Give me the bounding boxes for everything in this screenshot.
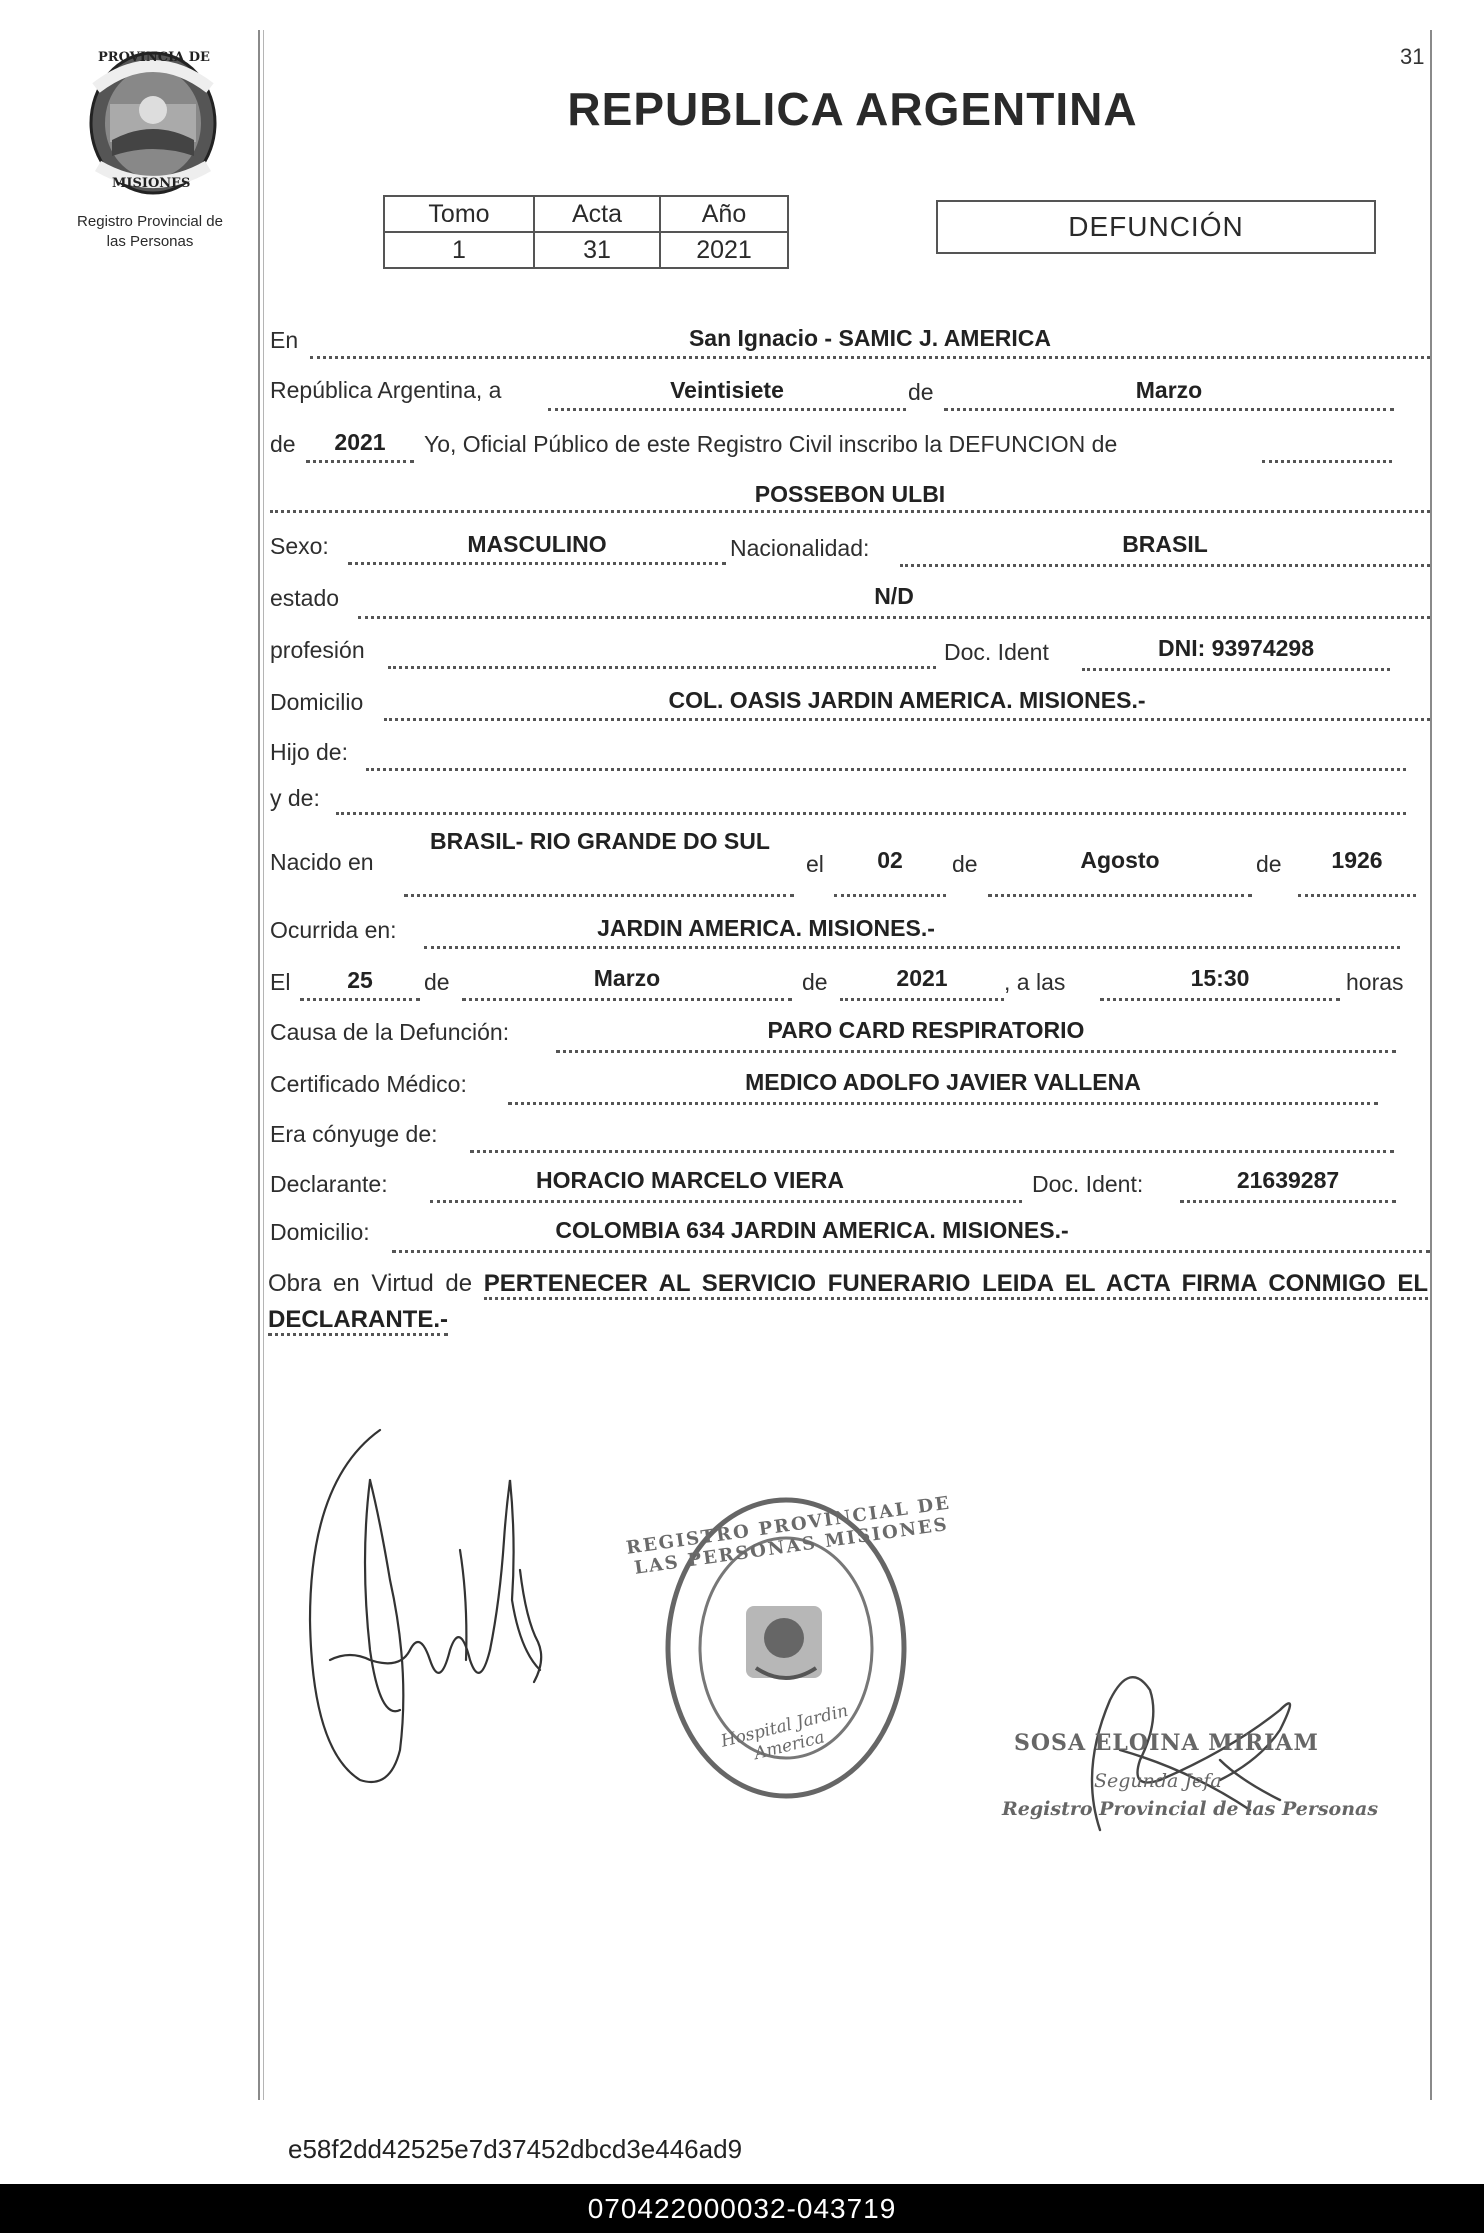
label-declarante: Declarante: <box>270 1171 388 1197</box>
label-de-birth-month: de <box>952 851 978 877</box>
dotline-birth-year <box>1298 894 1416 897</box>
dotline-death-time <box>1100 998 1340 1001</box>
label-doc-ident-declarante: Doc. Ident: <box>1032 1171 1144 1197</box>
dotline-conyuge <box>470 1150 1394 1153</box>
obra-en-virtud <box>268 1266 1428 1338</box>
field-doc-ident: DNI: 93974298 <box>1158 635 1314 661</box>
label-estado: estado <box>270 585 340 611</box>
dotline-doc-ident <box>1082 668 1390 671</box>
dotline-declarante <box>430 1200 1022 1203</box>
dotline-statement-end <box>1262 460 1392 463</box>
seal-outer-text: REGISTRO PROVINCIAL DE LAS PERSONAS MISIONES <box>624 1492 953 1579</box>
label-de-death-year: de <box>802 969 828 995</box>
page-number: 31 <box>1400 44 1425 69</box>
dotline-profesion <box>388 666 936 669</box>
field-ocurrida-en: JARDIN AMERICA. MISIONES.- <box>597 915 935 941</box>
label-nacionalidad: Nacionalidad: <box>730 535 870 561</box>
dotline-causa <box>556 1050 1396 1053</box>
field-place: San Ignacio - SAMIC J. AMERICA <box>688 325 1052 351</box>
right-margin-rule <box>1430 30 1432 2100</box>
field-day-words: Veintisiete <box>670 377 784 403</box>
label-conyuge: Era cónyuge de: <box>270 1121 438 1147</box>
label-sexo: Sexo: <box>270 533 329 559</box>
register-table <box>383 195 789 269</box>
field-estado: N/D <box>874 583 914 609</box>
seal-inner-text: Hospital Jardin America <box>718 1700 851 1765</box>
field-birth-month: Agosto <box>1080 847 1160 873</box>
dotline-domicilio-declarante <box>392 1250 1430 1253</box>
label-ocurrida-en: Ocurrida en: <box>270 917 397 943</box>
label-de-year: de <box>270 431 296 457</box>
field-nacido-en: BRASIL- RIO GRANDE DO SUL <box>430 828 770 854</box>
dotline-domicilio <box>384 718 1430 721</box>
dotline-ocurrida-en <box>424 946 1400 949</box>
dotline-place <box>310 356 1430 359</box>
field-year: 2021 <box>334 429 386 455</box>
label-domicilio: Domicilio <box>270 689 364 715</box>
label-el: el <box>806 851 824 877</box>
field-obra: PERTENECER AL SERVICIO FUNERARIO LEIDA EL ACTA FIRMA CONMIGO EL DECLARANTE.- <box>268 1270 1428 1336</box>
left-margin-rule <box>258 30 260 2100</box>
register-value-row <box>384 232 788 268</box>
label-el-cap: El <box>270 969 291 995</box>
label-obra: Obra en Virtud de <box>268 1270 473 1297</box>
field-month: Marzo <box>1135 377 1203 403</box>
field-domicilio: COL. OASIS JARDIN AMERICA. MISIONES.- <box>668 687 1146 713</box>
register-value-tomo: 1 <box>384 232 534 268</box>
document-hash: e58f2dd42525e7d37452dbcd3e446ad9 <box>288 2134 743 2164</box>
document-type-box: DEFUNCIÓN <box>936 200 1376 254</box>
logo-text-bottom: MISIONES <box>112 176 191 191</box>
label-a-las: , a las <box>1004 969 1066 995</box>
logo-caption-line2: las Personas <box>106 233 194 250</box>
register-value-ano: 2021 <box>660 232 788 268</box>
field-declarante-doc: 21639287 <box>1236 1167 1340 1193</box>
field-deceased-name: POSSEBON ULBI <box>754 481 946 507</box>
dotline-nacido-en <box>404 894 794 897</box>
field-birth-day: 02 <box>877 847 903 873</box>
field-domicilio-declarante: COLOMBIA 634 JARDIN AMERICA. MISIONES.- <box>555 1217 1069 1243</box>
register-value-acta: 31 <box>534 232 660 268</box>
label-de-death-month: de <box>424 969 450 995</box>
dotline-sexo <box>348 562 726 565</box>
logo-caption <box>40 212 260 252</box>
field-sexo: MASCULINO <box>467 531 607 557</box>
label-profesion: profesión <box>270 637 365 663</box>
label-republica: República Argentina, a <box>270 377 502 403</box>
dotline-birth-month <box>988 894 1252 897</box>
dotline-month <box>944 408 1394 411</box>
field-death-day: 25 <box>347 967 373 993</box>
dotline-estado <box>358 616 1430 619</box>
dotline-day-words <box>548 408 906 411</box>
field-nacionalidad: BRASIL <box>1122 531 1208 557</box>
label-y-de: y de: <box>270 785 320 811</box>
dotline-year <box>306 460 414 463</box>
label-en: En <box>270 327 299 353</box>
field-birth-year: 1926 <box>1331 847 1383 873</box>
official-role-stamp: Segunda Jefa <box>1094 1770 1222 1792</box>
label-de-birth-year: de <box>1256 851 1282 877</box>
dotline-death-year <box>840 998 1004 1001</box>
label-causa: Causa de la Defunción: <box>270 1019 510 1045</box>
label-de-month: de <box>908 379 934 405</box>
dotline-declarante-doc <box>1180 1200 1396 1203</box>
label-doc-ident: Doc. Ident <box>944 639 1049 665</box>
dotline-nacionalidad <box>900 564 1430 567</box>
document-title: REPUBLICA ARGENTINA <box>567 83 1138 135</box>
declarant-signature <box>290 1420 570 1800</box>
dotline-death-month <box>462 998 792 1001</box>
label-domicilio-declarante: Domicilio: <box>270 1219 370 1245</box>
label-certificado: Certificado Médico: <box>270 1071 467 1097</box>
field-death-month: Marzo <box>593 965 661 991</box>
barcode-text-bar: 070422000032-043719 <box>0 2184 1484 2233</box>
logo-text-top: PROVINCIA DE <box>98 50 210 65</box>
field-declarante: HORACIO MARCELO VIERA <box>536 1167 844 1193</box>
dotline-death-day <box>300 998 420 1001</box>
dotline-deceased <box>270 510 1430 513</box>
dotline-y-de <box>336 812 1406 815</box>
register-header-ano: Año <box>660 196 788 232</box>
label-nacido-en: Nacido en <box>270 849 374 875</box>
left-margin-rule-inner <box>263 30 264 2100</box>
label-horas: horas <box>1346 969 1404 995</box>
dotline-certificado <box>508 1102 1378 1105</box>
official-name-stamp: SOSA ELOINA MIRIAM <box>1014 1730 1319 1756</box>
field-death-time: 15:30 <box>1190 965 1250 991</box>
official-organization-stamp: Registro Provincial de las Personas <box>1002 1798 1379 1820</box>
register-header-tomo: Tomo <box>384 196 534 232</box>
label-statement: Yo, Oficial Público de este Registro Civil inscribo la DEFUNCION de <box>424 431 1118 457</box>
logo-caption-line1: Registro Provincial de <box>77 213 223 230</box>
field-causa: PARO CARD RESPIRATORIO <box>767 1017 1085 1043</box>
dotline-birth-day <box>834 894 946 897</box>
label-hijo-de: Hijo de: <box>270 739 348 765</box>
dotline-hijo-de <box>366 768 1406 771</box>
register-header-row <box>384 196 788 232</box>
field-death-year: 2021 <box>896 965 948 991</box>
field-certificado: MEDICO ADOLFO JAVIER VALLENA <box>745 1069 1141 1095</box>
register-header-acta: Acta <box>534 196 660 232</box>
